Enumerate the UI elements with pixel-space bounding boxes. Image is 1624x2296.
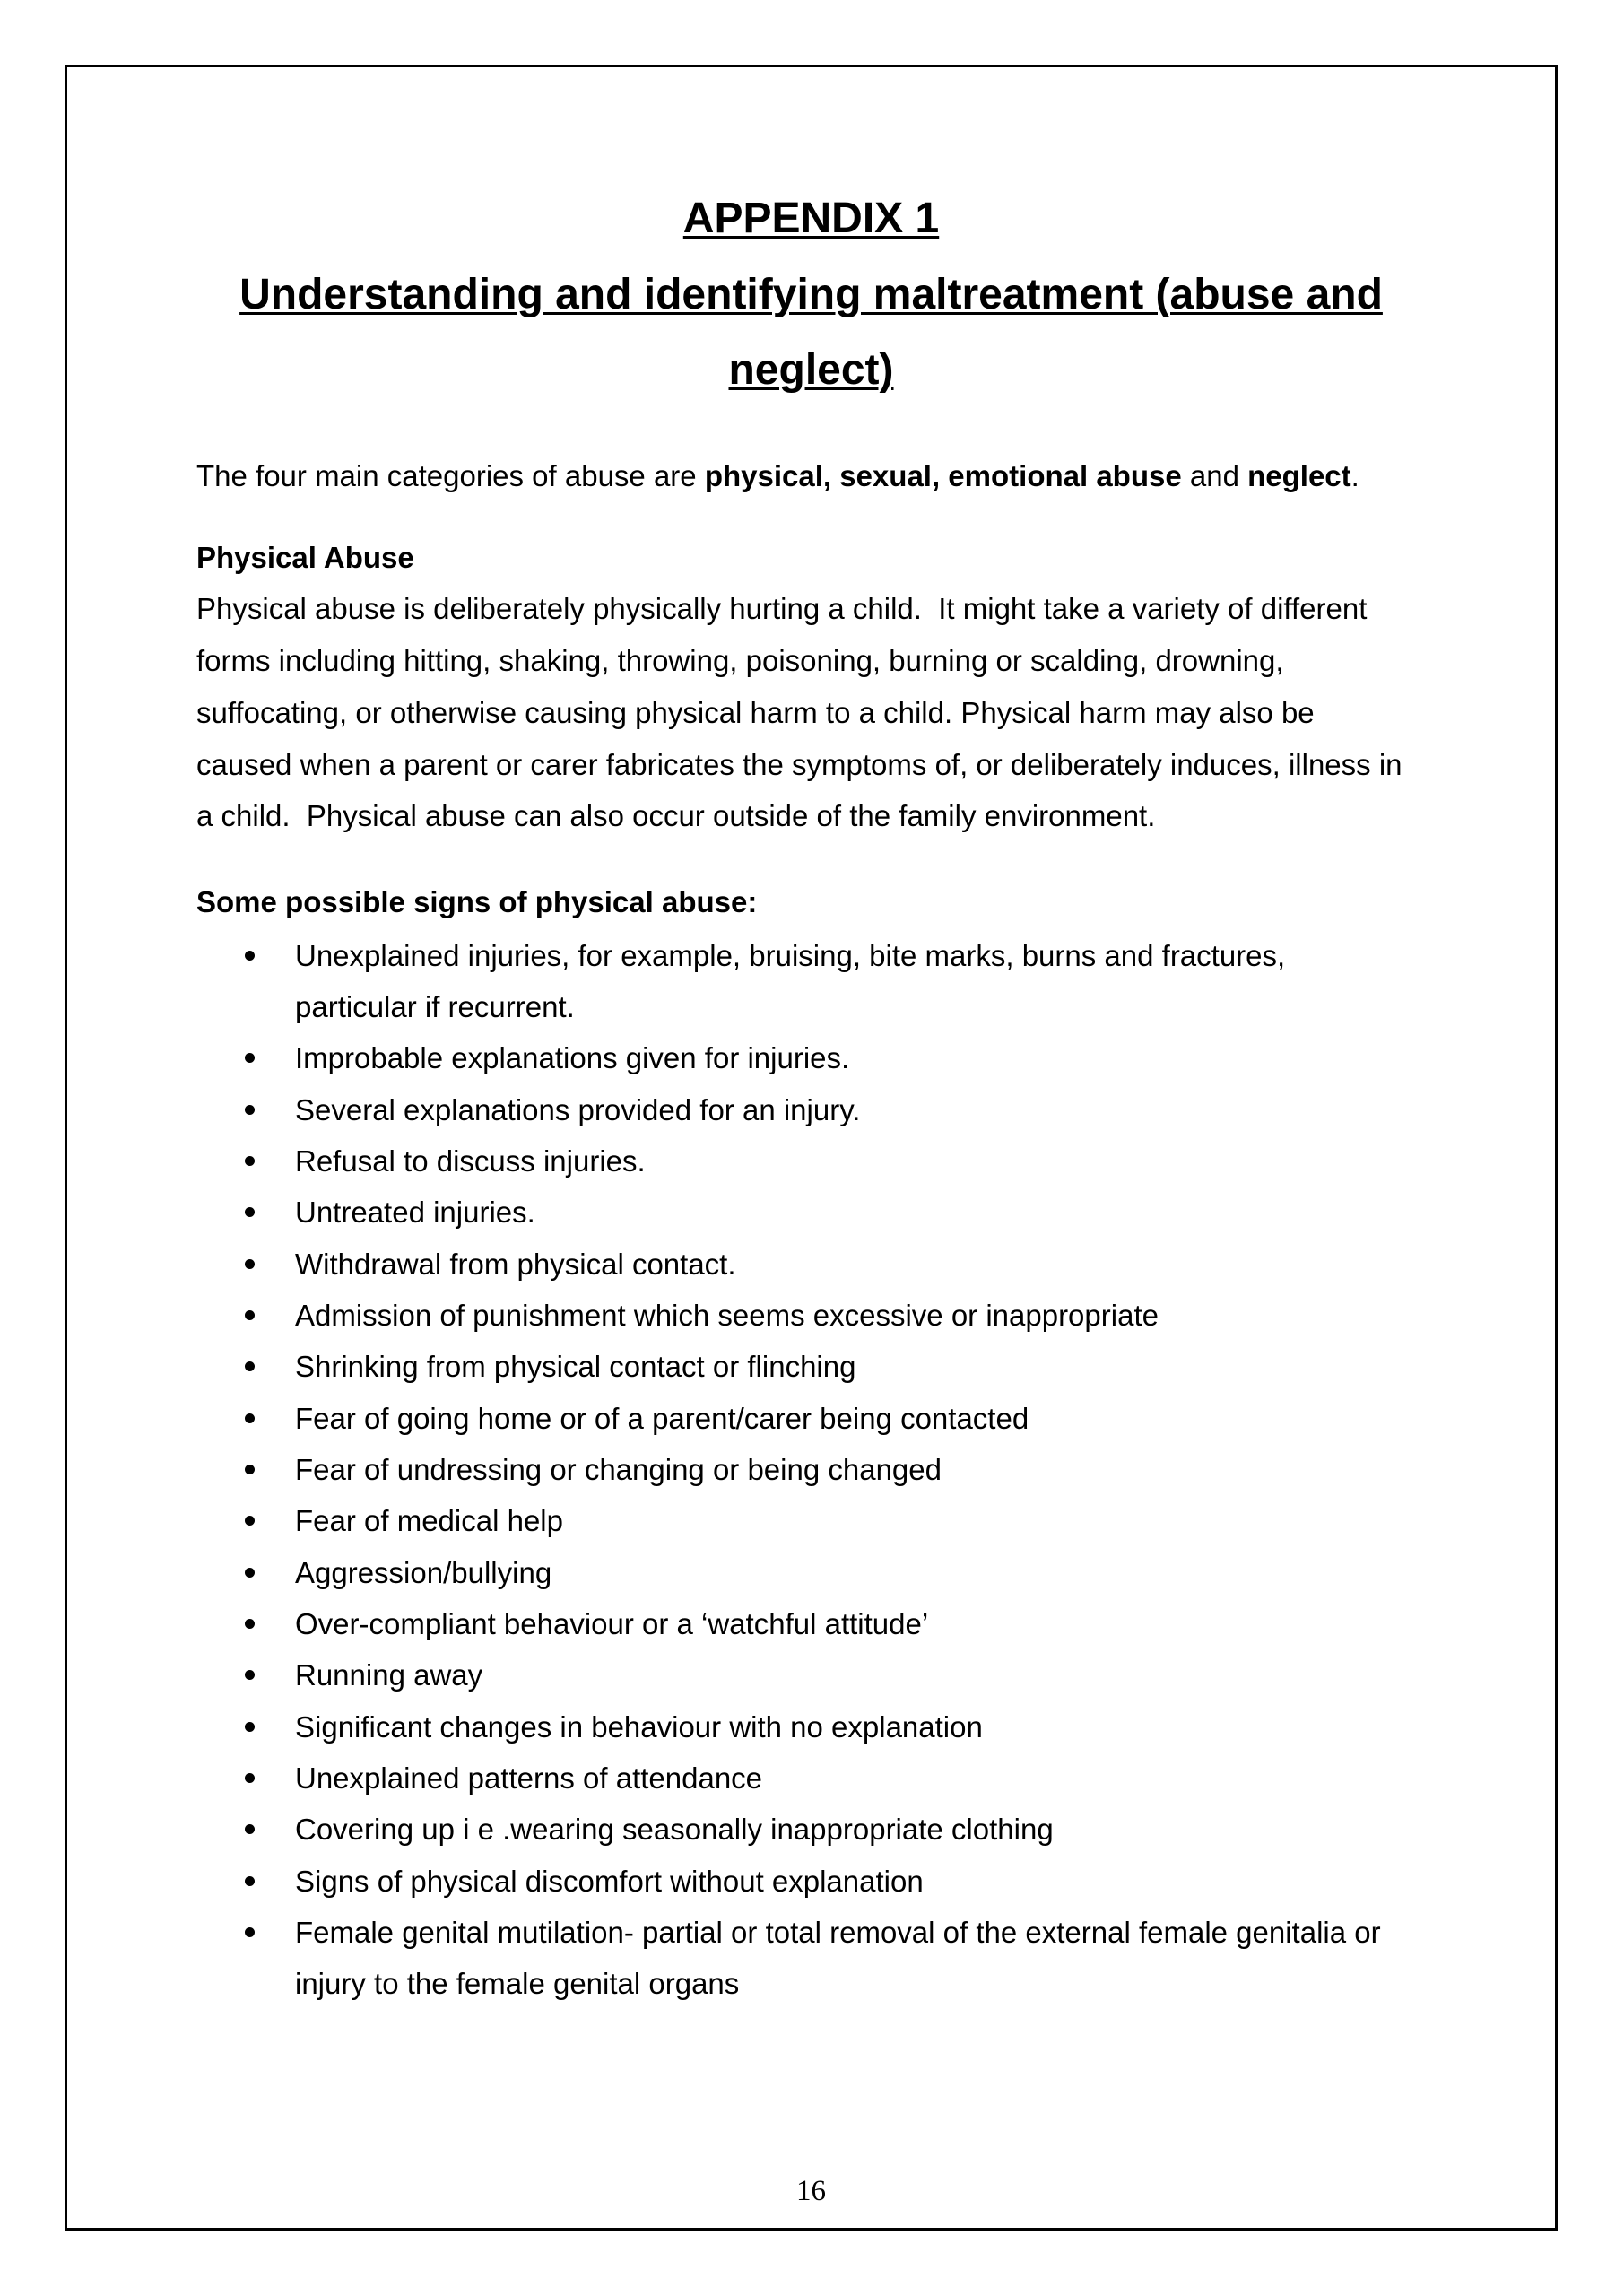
bullet-icon — [245, 1413, 255, 1423]
list-item-text: Significant changes in behaviour with no explanation — [295, 1709, 983, 1744]
list-item — [0, 1135, 1381, 1187]
list-item — [0, 1598, 1381, 1649]
list-item-text: Several explanations provided for an injury. — [295, 1092, 861, 1126]
list-item-text: Withdrawal from physical contact. — [295, 1247, 736, 1281]
bullet-icon — [245, 1876, 255, 1886]
bullet-icon — [245, 1516, 255, 1526]
list-item-text: injury to the female genital organs — [295, 1967, 740, 2001]
section-heading-physical-abuse: Physical Abuse — [196, 540, 414, 574]
list-item-text: particular if recurrent. — [295, 989, 575, 1023]
bullet-icon — [245, 1105, 255, 1115]
list-item-text: Unexplained injuries, for example, bruising, bite marks, burns and fractures, — [295, 938, 1286, 972]
bullet-icon — [245, 1824, 255, 1834]
list-item — [0, 1290, 1381, 1341]
intro-text: The four main categories of abuse are — [196, 459, 705, 492]
intro-text: and — [1181, 459, 1248, 492]
title-line-subtitle-cont — [66, 333, 1556, 409]
paragraph-line: forms including hitting, shaking, throwing, poisoning, burning or scalding, drowning, — [196, 644, 1284, 678]
list-item — [0, 1649, 1381, 1700]
bullet-icon — [245, 1207, 255, 1217]
list-item — [0, 1547, 1381, 1598]
physical-abuse-section — [196, 532, 1403, 843]
list-item-text: Improbable explanations given for injuries. — [295, 1041, 850, 1075]
list-item — [0, 1341, 1381, 1392]
bullet-icon — [245, 951, 255, 961]
list-item-text: Running away — [295, 1658, 483, 1692]
list-item — [0, 1701, 1381, 1752]
title-line-subtitle — [66, 257, 1556, 334]
bullet-icon — [245, 1927, 255, 1937]
bullet-icon — [245, 1259, 255, 1269]
list-item — [0, 1804, 1381, 1855]
list-item-text: Refusal to discuss injuries. — [295, 1144, 646, 1178]
bullet-icon — [245, 1156, 255, 1166]
list-item — [0, 1495, 1381, 1546]
bullet-icon — [245, 1310, 255, 1320]
paragraph-line: suffocating, or otherwise causing physical harm to a child. Physical harm may also be — [196, 695, 1315, 729]
list-item-text: Untreated injuries. — [295, 1196, 535, 1230]
list-item — [0, 1752, 1381, 1804]
list-item — [0, 1032, 1381, 1083]
bullet-icon — [245, 1568, 255, 1578]
list-item-text: Aggression/bullying — [295, 1555, 552, 1589]
paragraph-line: a child. Physical abuse can also occur outside of the family environment. — [196, 799, 1156, 833]
bullet-icon — [245, 1773, 255, 1783]
intro-paragraph — [196, 450, 1359, 502]
signs-heading: Some possible signs of physical abuse: — [196, 885, 758, 918]
list-item — [0, 930, 1381, 1033]
bullet-icon — [245, 1361, 255, 1371]
title-text-appendix: APPENDIX 1 — [682, 195, 940, 242]
intro-bold-neglect: neglect — [1247, 459, 1351, 492]
bullet-icon — [245, 1722, 255, 1732]
page-title — [66, 181, 1556, 409]
paragraph-line: caused when a parent or carer fabricates the symptoms of, or deliberately induces, illness in — [196, 747, 1403, 781]
list-item — [0, 1907, 1381, 2010]
list-item-text: Signs of physical discomfort without explanation — [295, 1864, 924, 1898]
page-number: 16 — [796, 2175, 826, 2207]
list-item — [0, 1239, 1381, 1290]
paragraph-line: Physical abuse is deliberately physically hurting a child. It might take a variety of different — [196, 592, 1368, 626]
list-item-text: Fear of going home or of a parent/carer being contacted — [295, 1401, 1029, 1435]
list-item-text: Unexplained patterns of attendance — [295, 1761, 763, 1795]
bullet-icon — [245, 1465, 255, 1474]
bullet-icon — [245, 1670, 255, 1680]
bullet-icon — [245, 1053, 255, 1063]
title-text-subtitle: Understanding and identifying maltreatment (abuse and — [239, 270, 1383, 318]
list-item-text: Over-compliant behaviour or a ‘watchful attitude’ — [295, 1606, 929, 1640]
title-text-subtitle-cont: neglect) — [728, 346, 894, 394]
signs-bullet-list — [0, 930, 1381, 2010]
intro-bold-categories: physical, sexual, emotional abuse — [704, 459, 1182, 492]
bullet-icon — [245, 1619, 255, 1629]
list-item-text: Covering up i e .wearing seasonally inappropriate clothing — [295, 1813, 1054, 1847]
list-item-text: Female genital mutilation- partial or total removal of the external female genitalia or — [295, 1916, 1381, 1950]
list-item-text: Fear of undressing or changing or being changed — [295, 1452, 942, 1486]
list-item — [0, 1856, 1381, 1907]
list-item-text: Fear of medical help — [295, 1504, 563, 1538]
title-line-appendix — [66, 181, 1556, 257]
intro-text: . — [1350, 459, 1359, 492]
list-item — [0, 1187, 1381, 1238]
list-item — [0, 1084, 1381, 1135]
list-item — [0, 1393, 1381, 1444]
list-item — [0, 1444, 1381, 1495]
list-item-text: Admission of punishment which seems excessive or inappropriate — [295, 1298, 1159, 1332]
list-item-text: Shrinking from physical contact or flinching — [295, 1350, 856, 1384]
